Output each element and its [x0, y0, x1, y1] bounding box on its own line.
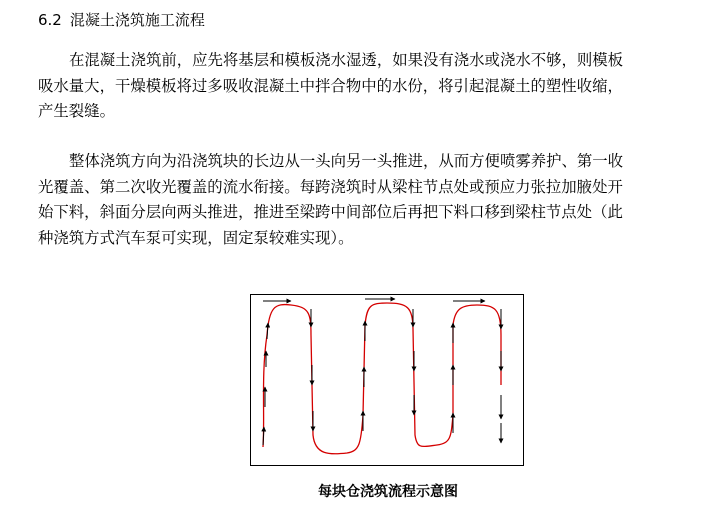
paragraph-2-line-3: 始下料，斜面分层向两头推进，推进至梁跨中间部位后再把下料口移到梁柱节点处（此: [38, 203, 623, 221]
paragraph-1-line-1: 在混凝土浇筑前，应先将基层和模板浇水湿透，如果没有浇水或浇水不够，则模板: [69, 51, 624, 69]
paragraph-1-line-3: 产生裂缝。: [38, 102, 115, 120]
paragraph-2-line-1: 整体浇筑方向为沿浇筑块的长边从一头向另一头推进，从而方便喷雾养护、第一收: [69, 152, 624, 170]
figure-caption: 每块仓浇筑流程示意图: [318, 484, 458, 500]
paragraph-1: [38, 48, 688, 125]
paragraph-2-line-4: 种浇筑方式汽车泵可实现，固定泵较难实现）。: [38, 228, 354, 247]
section-heading: [38, 9, 205, 31]
section-title: 混凝土浇筑施工流程: [69, 11, 205, 29]
flow-arrow-up: [267, 323, 268, 339]
paragraph-1-line-2: 吸水量大，干燥模板将过多吸收混凝土中拌合物中的水份，将引起混凝土的塑性收缩，: [38, 76, 623, 95]
paragraph-2: [38, 149, 688, 251]
pouring-flow-diagram: [250, 294, 524, 466]
pouring-flow-svg: [251, 295, 523, 465]
pour-route-line: [263, 303, 501, 454]
paragraph-2-line-2: 光覆盖、第二次收光覆盖的流水衔接。每跨浇筑时从梁柱节点处或预应力张拉加腋处开: [38, 177, 623, 196]
section-number: 6.2: [38, 11, 62, 29]
